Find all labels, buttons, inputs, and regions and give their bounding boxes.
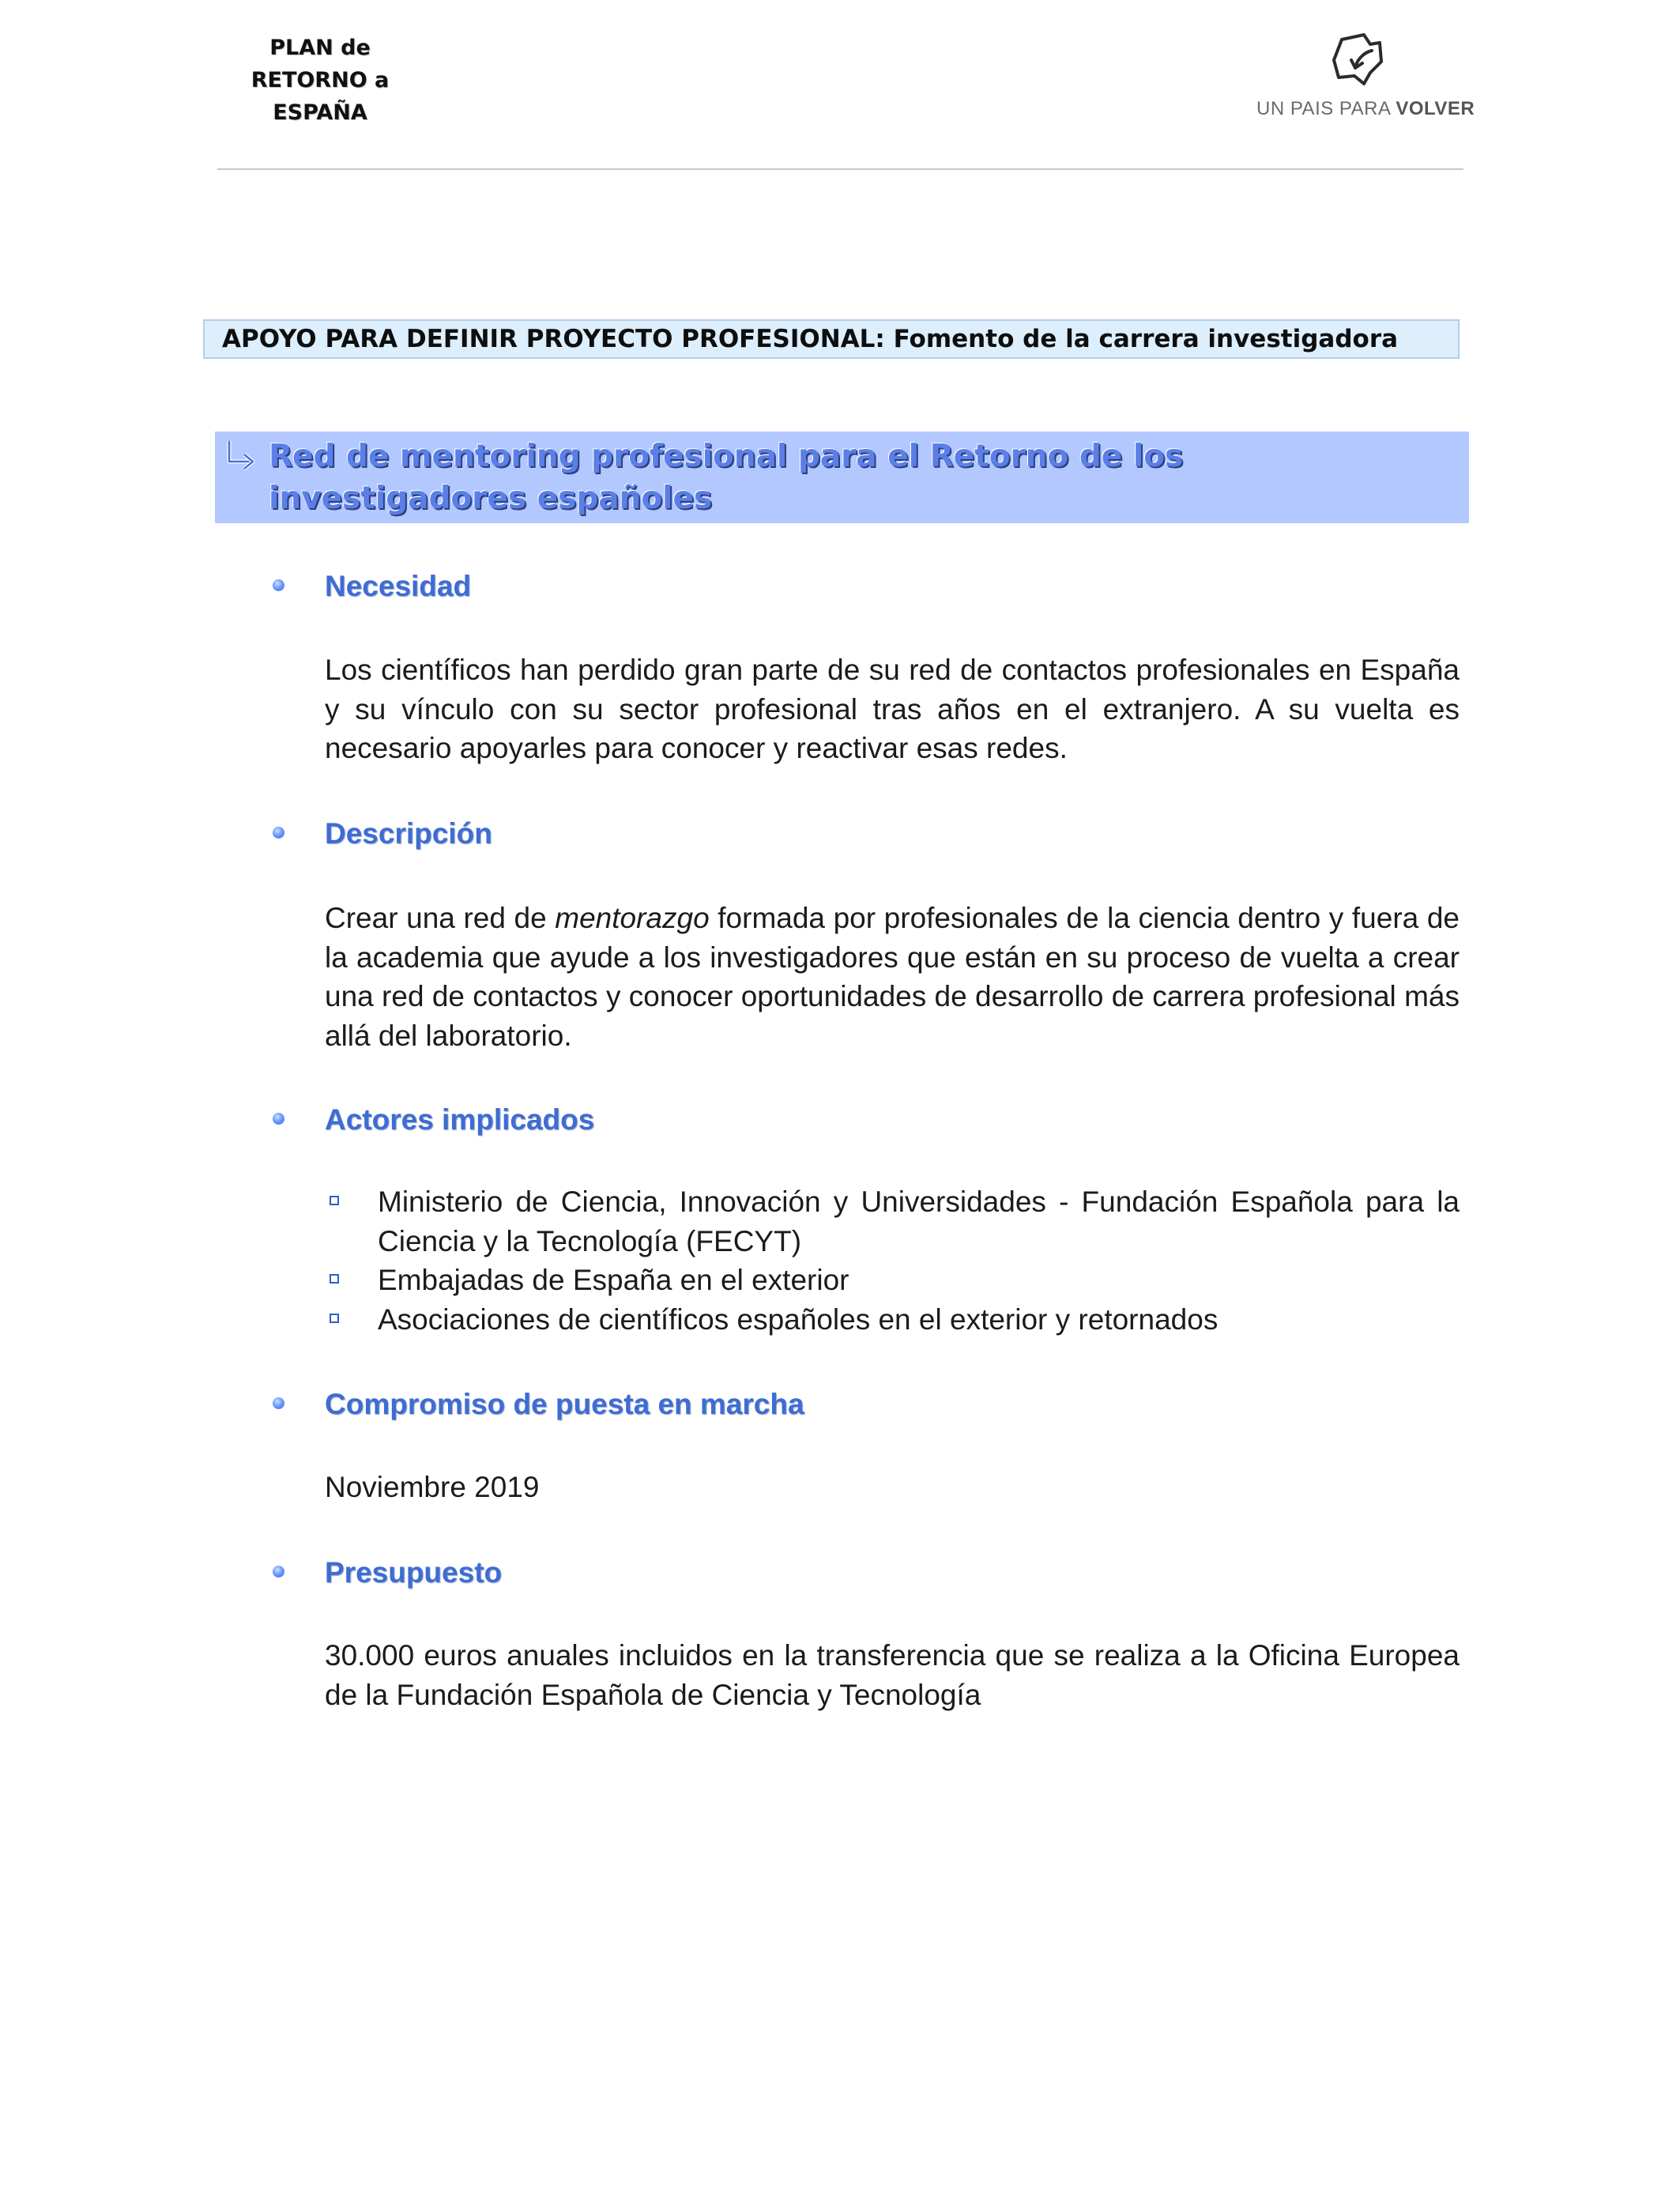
heading-compromiso-label: Compromiso de puesta en marcha <box>325 1388 804 1420</box>
return-arrow-logo-icon <box>1326 28 1389 92</box>
actor-item-text: Asociaciones de científicos españoles en el exterior y retornados <box>378 1303 1219 1336</box>
plan-logo-line2: RETORNO a <box>250 68 390 92</box>
page-title: Red de mentoring profesional para el Retorno de los investigadores españoles <box>269 439 1184 516</box>
bullet-dot-icon <box>273 579 284 591</box>
actor-item <box>325 1261 1460 1300</box>
plan-logo-line1: PLAN de <box>269 36 371 60</box>
heading-actores-label: Actores implicados <box>325 1103 595 1136</box>
brand-tagline-prefix: UN PAIS PARA <box>1256 98 1391 119</box>
brand-tagline-emphasis: VOLVER <box>1396 98 1475 119</box>
descripcion-text <box>325 899 1460 1055</box>
plan-logo-line3: ESPAÑA <box>273 100 367 125</box>
plan-retorno-logo <box>237 32 403 129</box>
heading-presupuesto-label: Presupuesto <box>325 1556 503 1589</box>
actor-item-text: Ministerio de Ciencia, Innovación y Universidades - Fundación Española para la Ciencia y la Tecnología (FECYT) <box>378 1186 1460 1257</box>
heading-necesidad-label: Necesidad <box>325 570 472 602</box>
checkbox-square-icon <box>330 1314 339 1323</box>
bullet-dot-icon <box>273 1566 284 1578</box>
actor-item <box>325 1182 1460 1261</box>
necesidad-text: Los científicos han perdido gran parte de su red de contactos profesionales en España y su vínculo con su sector profesional tras años en el extranjero. A su vuelta es necesario apoyarles para conocer y reactivar esas redes. <box>325 654 1460 764</box>
compromiso-text: Noviembre 2019 <box>325 1471 540 1503</box>
section-banner <box>203 319 1460 359</box>
descripcion-text-end: formada por profesionales de la ciencia dentro y fuera de la academia que ayude a los investigadores que están en su proceso de vuelta a crear una red de contactos y conocer oportunidades de desarrollo de carrera profesional más allá del laboratorio. <box>325 902 1460 1052</box>
actor-item <box>325 1300 1460 1340</box>
turn-right-arrow-icon <box>223 438 259 474</box>
presupuesto-text: 30.000 euros anuales incluidos en la transferencia que se realiza a la Oficina Europea de la Fundación Española de Ciencia y Tecnología <box>325 1639 1460 1711</box>
checkbox-square-icon <box>330 1274 339 1284</box>
header-divider <box>217 168 1463 170</box>
section-detail: Fomento de la carrera investigadora <box>893 325 1399 353</box>
bullet-dot-icon <box>273 1397 284 1409</box>
section-label: APOYO PARA DEFINIR PROYECTO PROFESIONAL: <box>222 325 885 353</box>
title-band <box>215 432 1469 523</box>
bullet-dot-icon <box>273 1113 284 1125</box>
descripcion-text-start: Crear una red de <box>325 902 556 934</box>
bullet-dot-icon <box>273 827 284 839</box>
descripcion-text-italic: mentorazgo <box>555 902 710 934</box>
heading-descripcion-label: Descripción <box>325 817 492 850</box>
brand-tagline <box>1256 98 1475 120</box>
brand-logo <box>1256 28 1475 120</box>
actor-item-text: Embajadas de España en el exterior <box>378 1264 849 1296</box>
checkbox-square-icon <box>330 1196 339 1205</box>
